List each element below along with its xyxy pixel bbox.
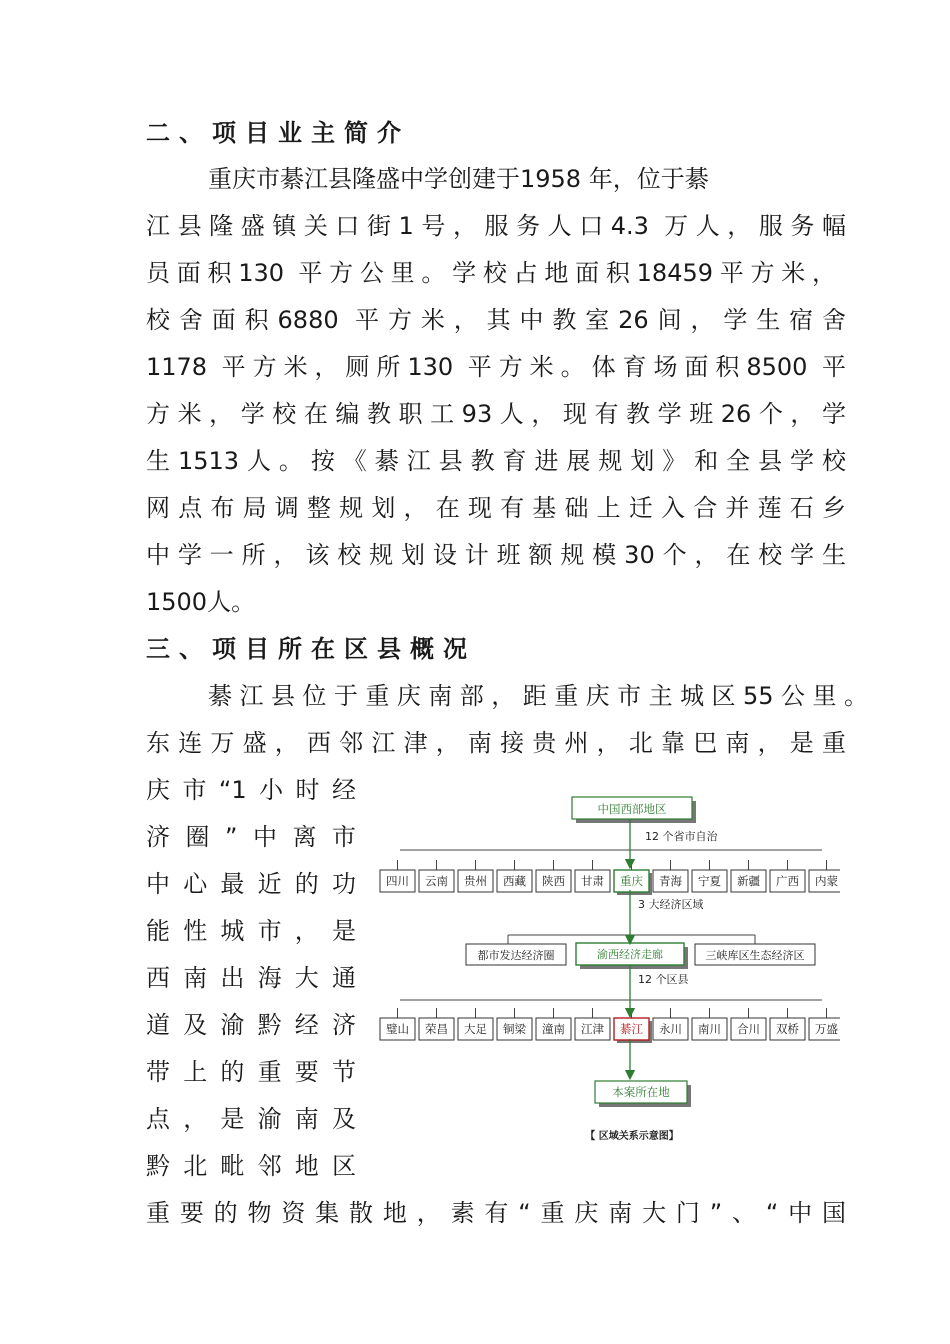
province-label: 青海 bbox=[659, 874, 682, 888]
county-label: 铜梁 bbox=[503, 1022, 526, 1036]
bottom-box-label: 本案所在地 bbox=[612, 1085, 670, 1099]
county-label: 璧山 bbox=[386, 1022, 409, 1036]
paragraph-line: 网点布局调整规划，在现有基础上迁入合并莲石乡 bbox=[146, 494, 846, 522]
wrapped-line: 带上的重要节 bbox=[146, 1058, 356, 1086]
zone-label: 都市发达经济圈 bbox=[477, 949, 555, 962]
province-label: 内蒙 bbox=[815, 874, 838, 888]
wrapped-line: 中心最近的功 bbox=[146, 870, 356, 898]
province-label: 甘肃 bbox=[581, 874, 604, 888]
paragraph-line: 江县隆盛镇关口街1号，服务人口4.3 万人，服务幅 bbox=[146, 212, 846, 240]
paragraph-line: 中学一所，该校规划设计班额规模30个，在校学生 bbox=[146, 541, 846, 569]
county-label: 南川 bbox=[698, 1022, 721, 1036]
county-label: 合川 bbox=[737, 1022, 760, 1036]
paragraph-line: 重要的物资集散地，素有“重庆南大门”、“中国 bbox=[146, 1199, 846, 1227]
section-2-heading: 二、项目业主简介 bbox=[146, 119, 410, 147]
province-label: 广西 bbox=[776, 874, 799, 888]
wrapped-line: 黔北毗邻地区 bbox=[146, 1152, 356, 1180]
province-label: 重庆 bbox=[620, 874, 643, 888]
county-label: 双桥 bbox=[776, 1022, 799, 1036]
paragraph-line: 重庆市綦江县隆盛中学创建于1958 年，位于綦 bbox=[208, 165, 709, 193]
province-label: 四川 bbox=[386, 874, 409, 888]
wrapped-line: 道及渝黔经济 bbox=[146, 1011, 356, 1039]
paragraph-line: 綦江县位于重庆南部，距重庆市主城区55公里。 bbox=[208, 682, 868, 710]
wrapped-line: 济圈”中离市 bbox=[146, 823, 356, 851]
province-label: 西藏 bbox=[503, 874, 526, 888]
paragraph-line: 1500人。 bbox=[146, 588, 256, 616]
county-label: 大足 bbox=[464, 1022, 487, 1036]
zone-label: 三峡库区生态经济区 bbox=[705, 949, 805, 962]
province-label: 云南 bbox=[425, 874, 448, 888]
provinces-count-label: 12 个省市自治 bbox=[645, 830, 718, 843]
county-label: 綦江 bbox=[620, 1022, 643, 1036]
province-label: 宁夏 bbox=[698, 874, 721, 888]
diagram-caption: 【 区域关系示意图】 bbox=[585, 1131, 679, 1142]
section-3-heading: 三、项目所在区县概况 bbox=[146, 635, 476, 663]
wrapped-line: 西南出海大通 bbox=[146, 964, 356, 992]
top-box-label: 中国西部地区 bbox=[597, 802, 667, 816]
province-label: 陕西 bbox=[542, 874, 565, 888]
paragraph-line: 1178 平方米，厕所130 平方米。体育场面积8500 平 bbox=[146, 353, 846, 381]
zones-count-label: 3 大经济区域 bbox=[638, 898, 704, 911]
wrapped-line: 点，是渝南及 bbox=[146, 1105, 356, 1133]
region-diagram bbox=[370, 790, 840, 1150]
province-label: 新疆 bbox=[737, 874, 760, 888]
wrapped-line: 能性城市，是 bbox=[146, 917, 356, 945]
county-label: 江津 bbox=[581, 1022, 604, 1036]
paragraph-line: 校舍面积6880 平方米，其中教室26间，学生宿舍 bbox=[146, 306, 846, 334]
paragraph-line: 生1513人。按《綦江县教育进展规划》和全县学校 bbox=[146, 447, 846, 475]
province-label: 贵州 bbox=[464, 874, 487, 888]
wrapped-line: 庆市“1小时经 bbox=[146, 776, 356, 804]
county-label: 万盛 bbox=[815, 1022, 838, 1036]
county-label: 永川 bbox=[659, 1022, 682, 1036]
paragraph-line: 东连万盛，西邻江津，南接贵州，北靠巴南，是重 bbox=[146, 729, 846, 757]
zone-label: 渝西经济走廊 bbox=[597, 948, 663, 961]
county-label: 荣昌 bbox=[425, 1022, 448, 1036]
paragraph-line: 员面积130 平方公里。学校占地面积18459平方米， bbox=[146, 259, 836, 287]
paragraph-line: 方米，学校在编教职工93人，现有教学班26个，学 bbox=[146, 400, 846, 428]
counties-count-label: 12 个区县 bbox=[638, 973, 689, 986]
county-label: 潼南 bbox=[542, 1022, 565, 1036]
